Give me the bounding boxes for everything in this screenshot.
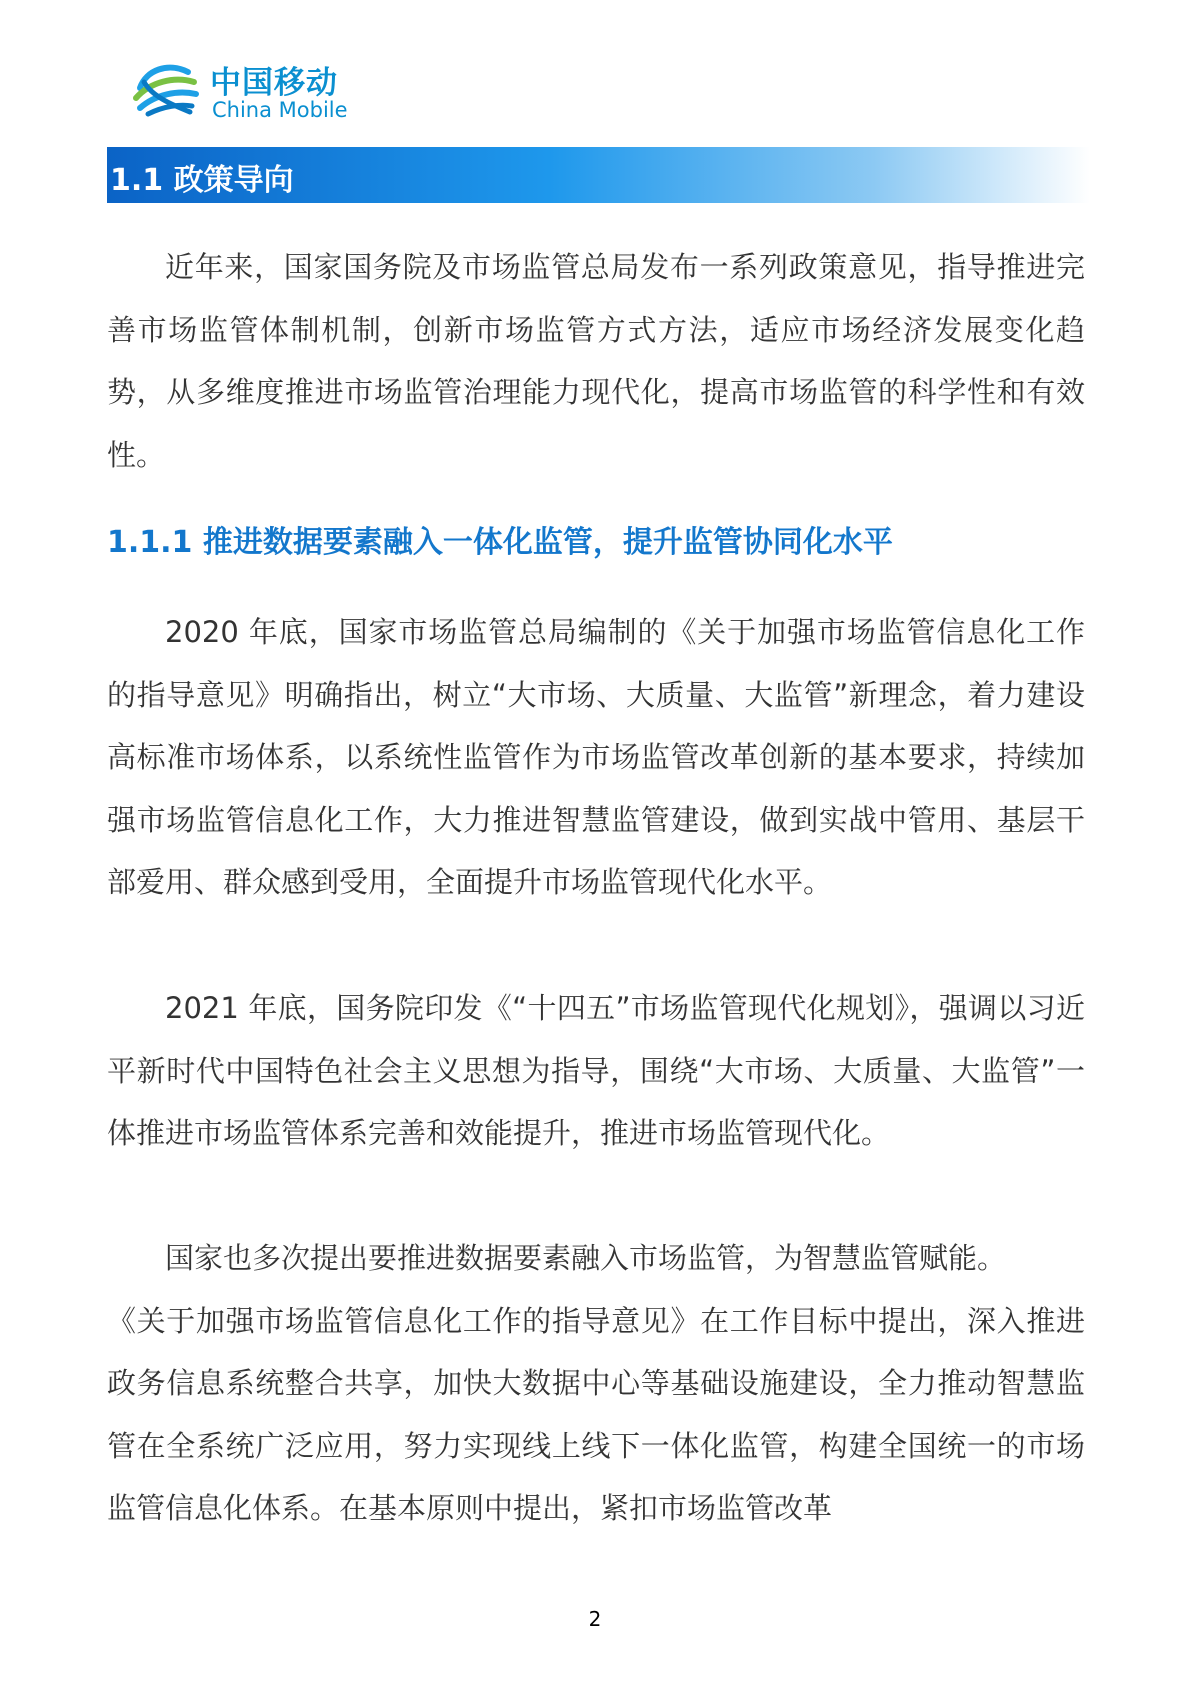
section-title: 1.1 政策导向 [110,163,294,198]
paragraph-policy-intro: 近年来，国家国务院及市场监管总局发布一系列政策意见，指导推进完善市场监管体制机制，创新市场监管方式方法，适应市场经济发展变化趋势，从多维度推进市场监管治理能力现代化，提高市场监管的科学性和有效性。 [107,250,1085,472]
logo-english-name: China Mobile [212,98,348,122]
logo-chinese-name: 中国移动 [210,65,338,101]
paragraph-data-elements [107,1227,1085,1540]
china-mobile-logo-icon [130,52,202,124]
china-mobile-logo [130,52,350,132]
paragraph-2020-guidance: 2020 年底，国家市场监管总局编制的《关于加强市场监管信息化工作的指导意见》明确指出，树立“大市场、大质量、大监管”新理念，着力建设高标准市场体系，以系统性监管作为市场监管改革创新的基本要求，持续加强市场监管信息化工作，大力推进智慧监管建设，做到实战中管用、基层干部爱用、群众感到受用，全面提升市场监管现代化水平。 [107,615,1085,899]
paragraph-2021-plan: 2021 年底，国务院印发《“十四五”市场监管现代化规划》，强调以习近平新时代中国特色社会主义思想为指导，围绕“大市场、大质量、大监管”一体推进市场监管体系完善和效能提升，推进市场监管现代化。 [107,991,1085,1150]
paragraph-data-elements-continued: 《关于加强市场监管信息化工作的指导意见》在工作目标中提出，深入推进政务信息系统整合共享，加快大数据中心等基础设施建设，全力推动智慧监管在全系统广泛应用，努力实现线上线下一体化监管，构建全国统一的市场监管信息化体系。在基本原则中提出，紧扣市场监管改革 [107,1303,1085,1525]
subsection-title: 1.1.1 推进数据要素融入一体化监管，提升监管协同化水平 [107,525,893,560]
page-number: 2 [588,1607,602,1631]
paragraph-data-elements-first-line: 国家也多次提出要推进数据要素融入市场监管，为智慧监管赋能。 [165,1241,1007,1275]
